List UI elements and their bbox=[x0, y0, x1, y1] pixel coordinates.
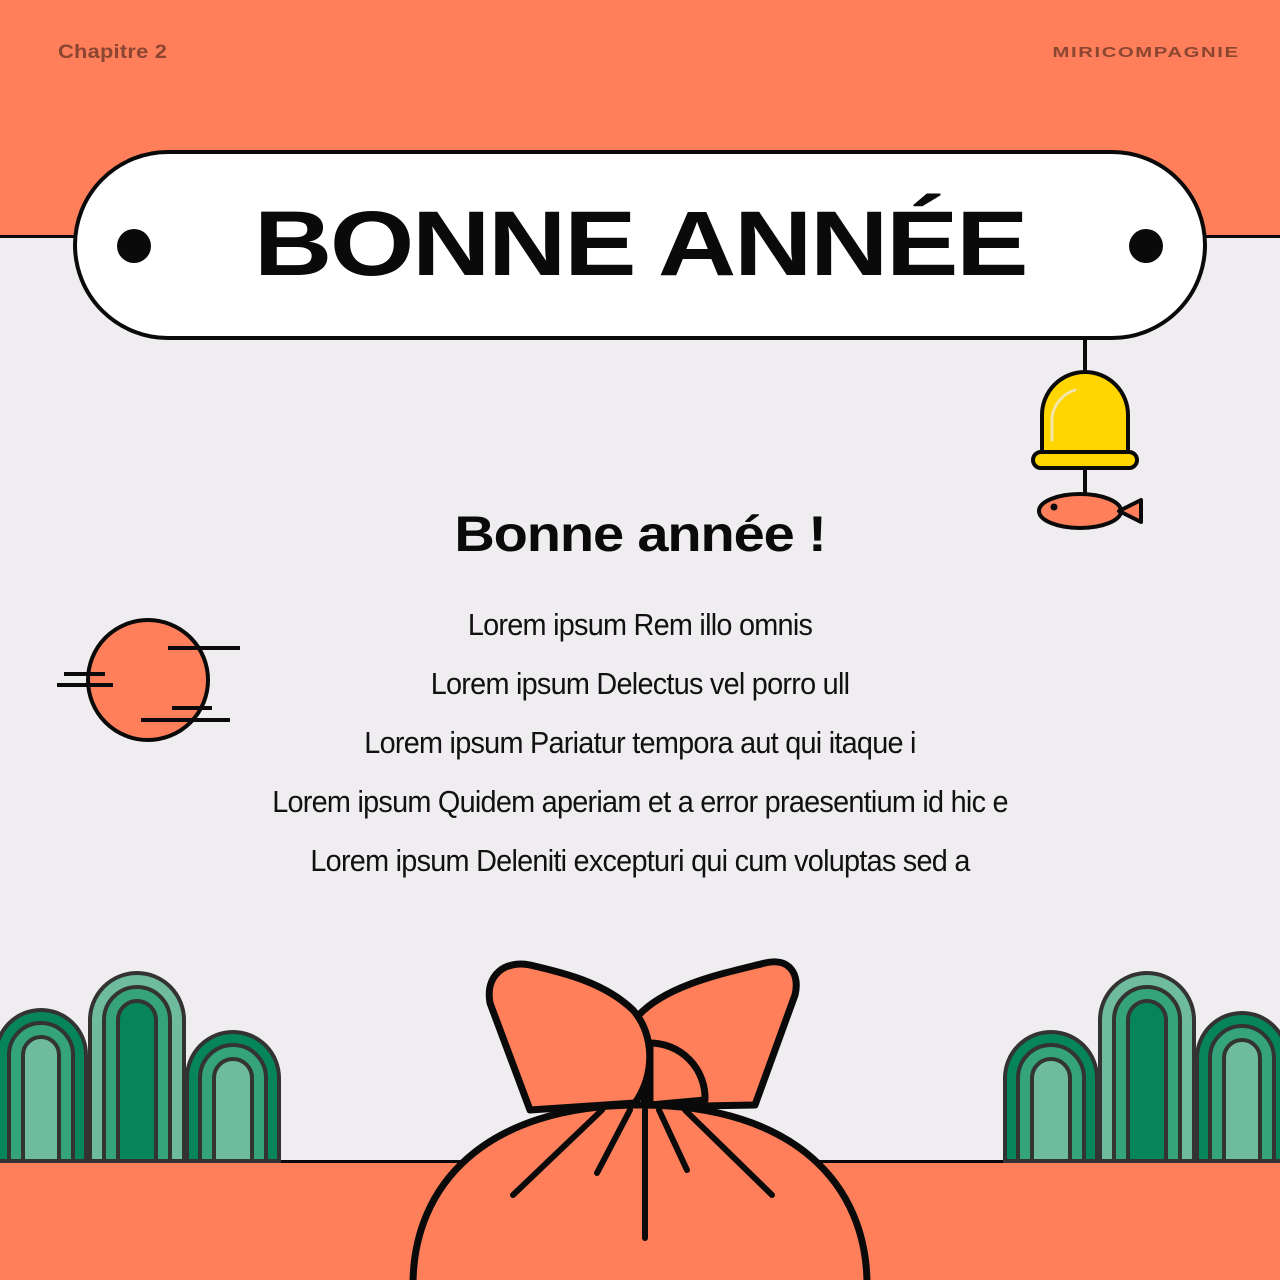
banner-title: BONNE ANNÉE bbox=[253, 193, 1027, 295]
message-body bbox=[0, 602, 1280, 897]
message-line: Lorem ipsum Delectus vel porro ull bbox=[430, 666, 850, 701]
message-line: Lorem ipsum Rem illo omnis bbox=[467, 607, 813, 642]
brand-label: MIRICOMPAGNIE bbox=[1052, 44, 1240, 61]
chapter-label: Chapitre 2 bbox=[58, 42, 168, 63]
left-bushes-icon bbox=[0, 970, 285, 1163]
gift-bag-icon bbox=[405, 955, 875, 1280]
banner-dot-right-icon bbox=[1129, 229, 1163, 263]
message-line: Lorem ipsum Quidem aperiam et a error praesentium id hic e bbox=[272, 784, 1008, 819]
message-line: Lorem ipsum Deleniti excepturi qui cum voluptas sed a bbox=[310, 843, 970, 878]
greeting-heading: Bonne année ! bbox=[454, 506, 826, 562]
title-banner bbox=[73, 150, 1207, 340]
message-line: Lorem ipsum Pariatur tempora aut qui itaque i bbox=[364, 725, 916, 760]
right-bushes-icon bbox=[1000, 970, 1280, 1163]
